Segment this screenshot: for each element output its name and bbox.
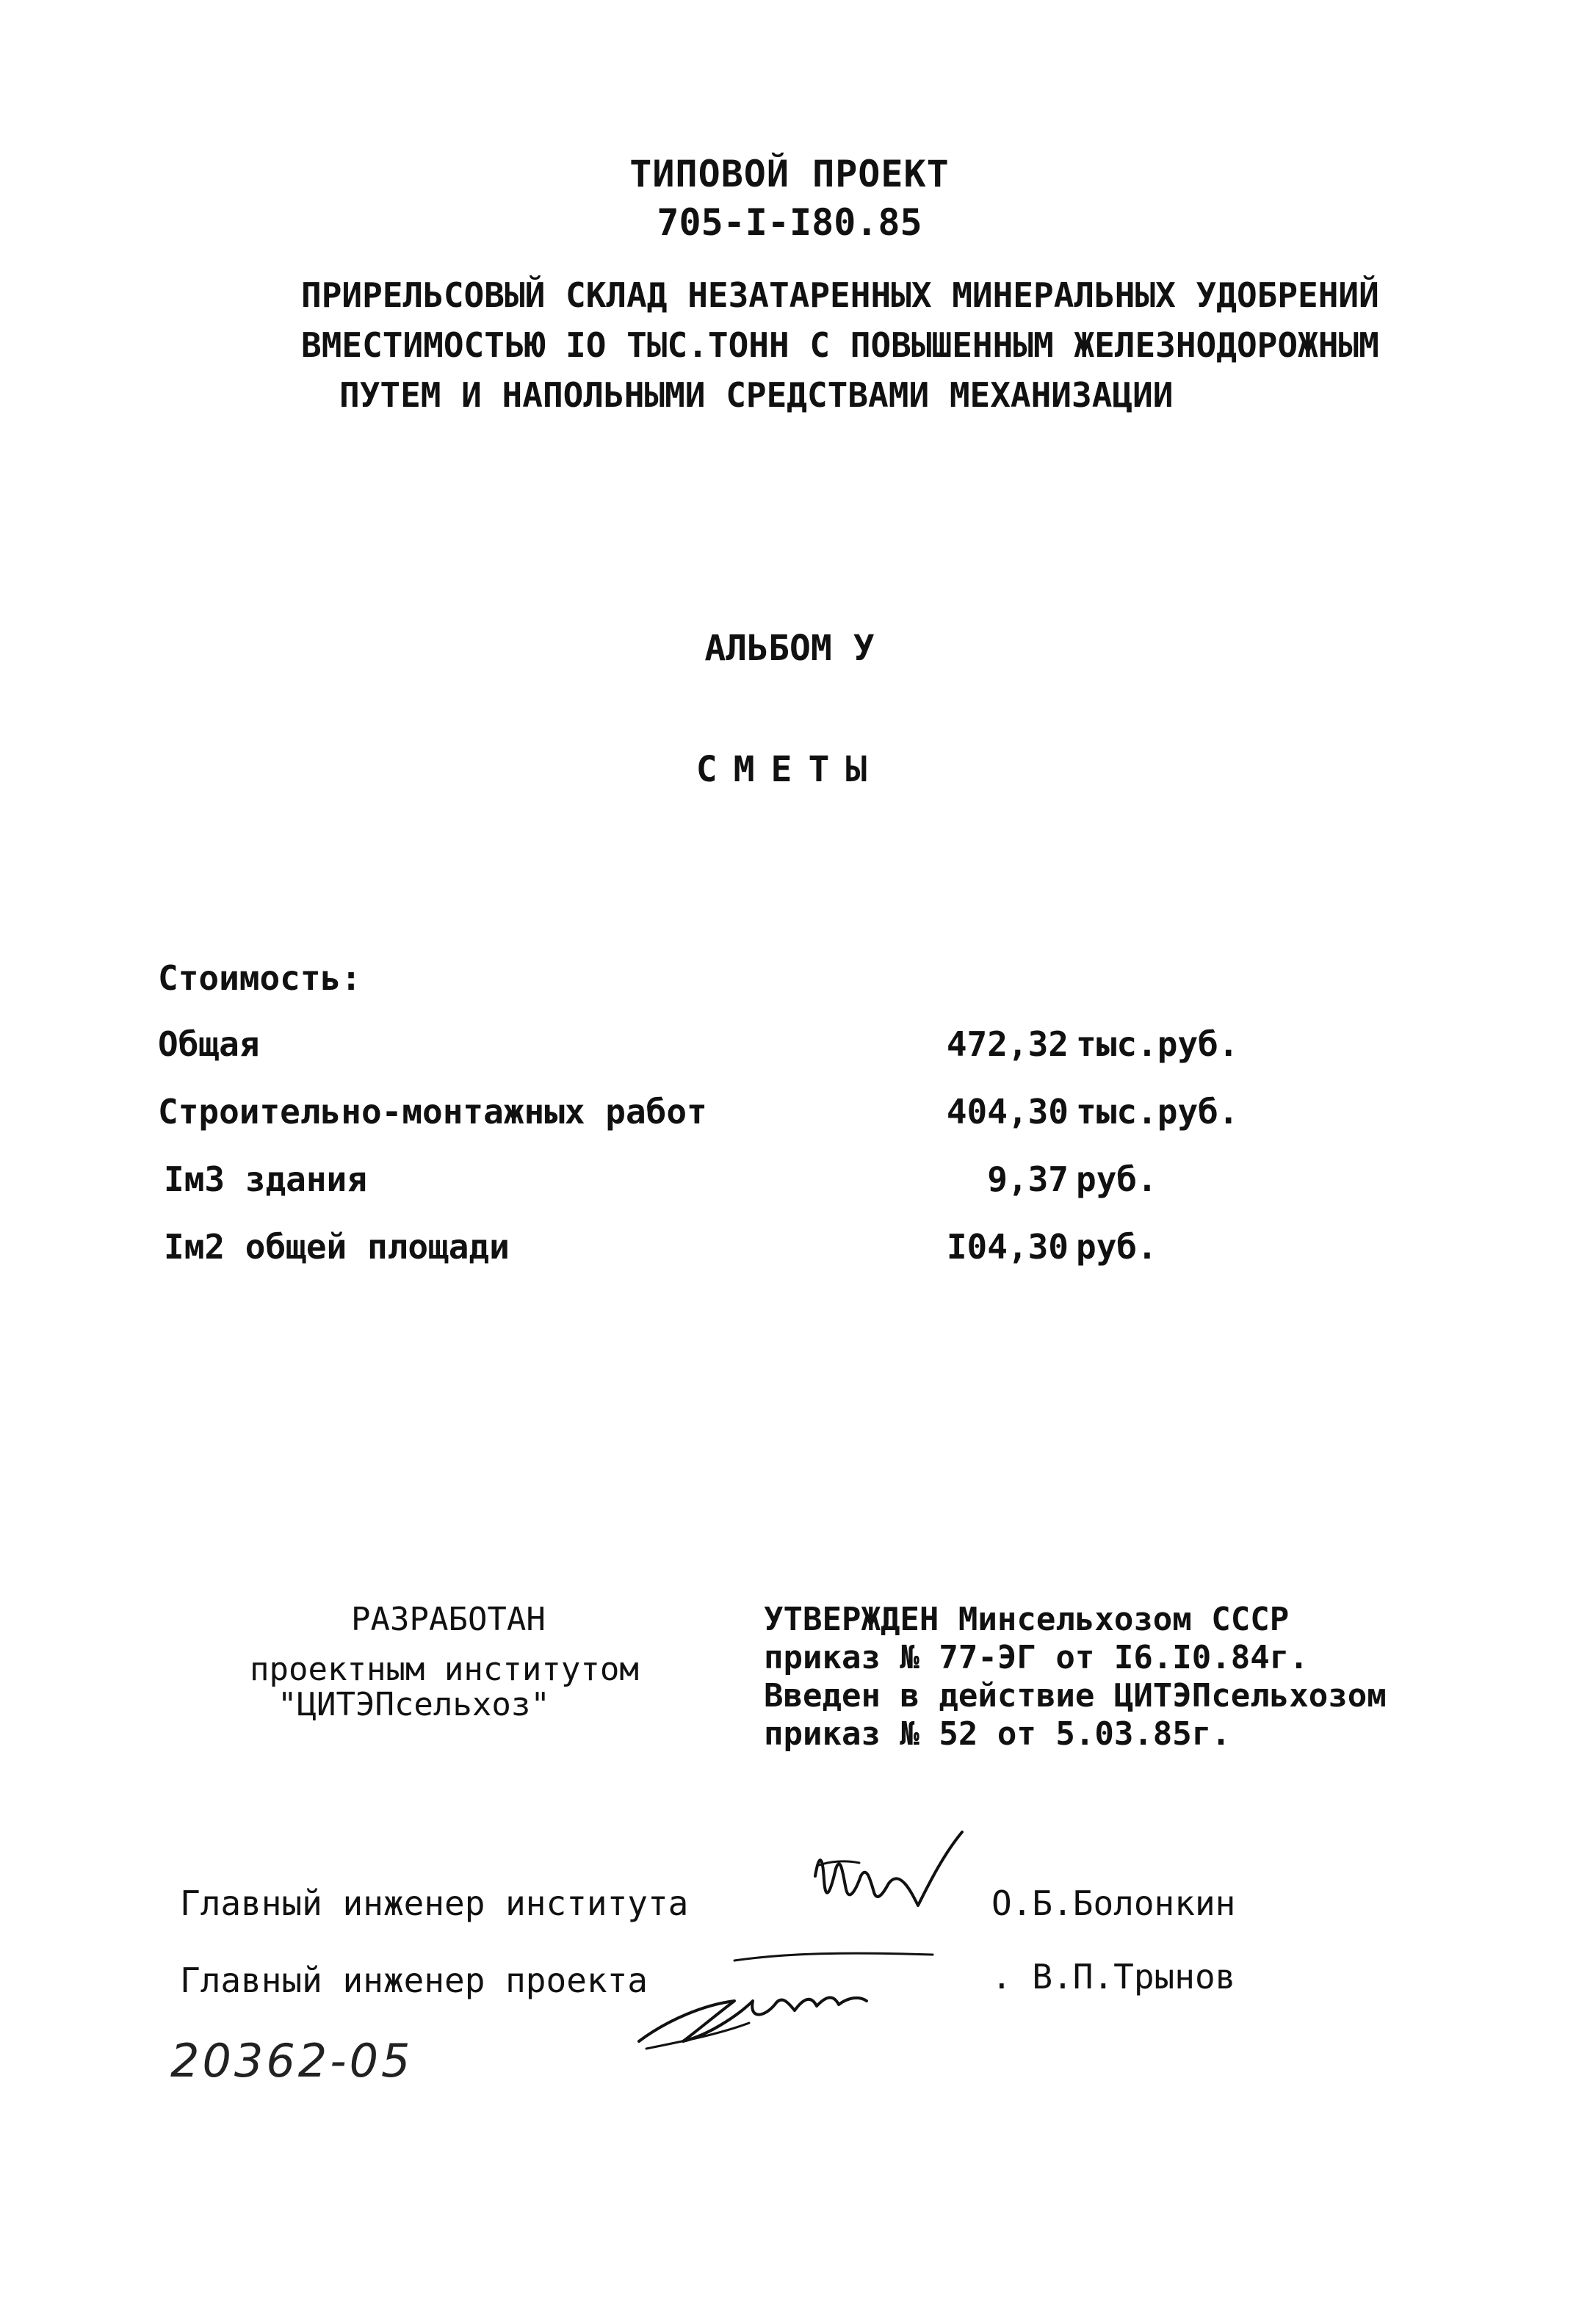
cost-label: Строительно-монтажных работ [158, 1092, 707, 1132]
signature-role-2: Главный инженер проекта [180, 1961, 648, 2000]
project-title-line-3: ПУТЕМ И НАПОЛЬНЫМИ СРЕДСТВАМИ МЕХАНИЗАЦИИ [339, 375, 1174, 415]
handwritten-signature-2 [624, 1931, 969, 2056]
signature-name-1: О.Б.Болонкин [991, 1883, 1236, 1923]
project-title-line-1: ПРИРЕЛЬСОВЫЙ СКЛАД НЕЗАТАРЕННЫХ МИНЕРАЛЬНЫХ УДОБРЕНИЙ [301, 275, 1379, 315]
approved-line-2: приказ № 77-ЭГ от I6.I0.84г. [764, 1639, 1309, 1676]
handwritten-signature-1 [801, 1825, 969, 1935]
approved-line-4: приказ № 52 от 5.03.85г. [764, 1715, 1231, 1753]
cost-value: 9,37 [987, 1159, 1069, 1199]
cost-value: I04,30 [946, 1227, 1069, 1267]
developed-title: РАЗРАБОТАН [351, 1601, 546, 1638]
section-title: СМЕТЫ [695, 749, 884, 790]
cost-label: Iм2 общей площади [164, 1227, 510, 1267]
approved-line-1: УТВЕРЖДЕН Минсельхозом СССР [764, 1601, 1290, 1638]
cost-label: Общая [158, 1024, 260, 1064]
cost-value: 404,30 [946, 1092, 1069, 1132]
cost-unit: руб. [1076, 1227, 1157, 1267]
cost-value: 472,32 [946, 1024, 1069, 1064]
album-label: АЛЬБОМ У [704, 628, 875, 669]
doc-code: 705-I-I80.85 [657, 201, 922, 244]
developed-institute: "ЦИТЭПсельхоз" [278, 1686, 550, 1723]
doc-type-heading: ТИПОВОЙ ПРОЕКТ [629, 153, 950, 195]
cost-row-total [158, 1024, 1289, 1071]
cost-row-per-m3 [158, 1159, 1289, 1206]
developed-by-line: проектным институтом [250, 1651, 639, 1688]
cost-row-per-m2 [158, 1227, 1289, 1274]
approved-line-3: Введен в действие ЦИТЭПсельхозом [764, 1677, 1387, 1715]
cost-unit: тыс.руб. [1076, 1024, 1239, 1064]
cost-unit: руб. [1076, 1159, 1157, 1199]
project-title-line-2: ВМЕСТИМОСТЬЮ IO ТЫС.ТОНН С ПОВЫШЕННЫМ ЖЕЛЕЗНОДОРОЖНЫМ [301, 325, 1379, 365]
cost-label: Iм3 здания [164, 1159, 367, 1199]
signature-name-2: . В.П.Трынов [991, 1957, 1236, 1997]
cost-row-construction [158, 1092, 1289, 1139]
cost-unit: тыс.руб. [1076, 1092, 1239, 1132]
cost-heading: Стоимость: [158, 958, 361, 998]
archive-number: 20362-05 [170, 2034, 413, 2088]
signature-role-1: Главный инженер института [180, 1883, 689, 1923]
